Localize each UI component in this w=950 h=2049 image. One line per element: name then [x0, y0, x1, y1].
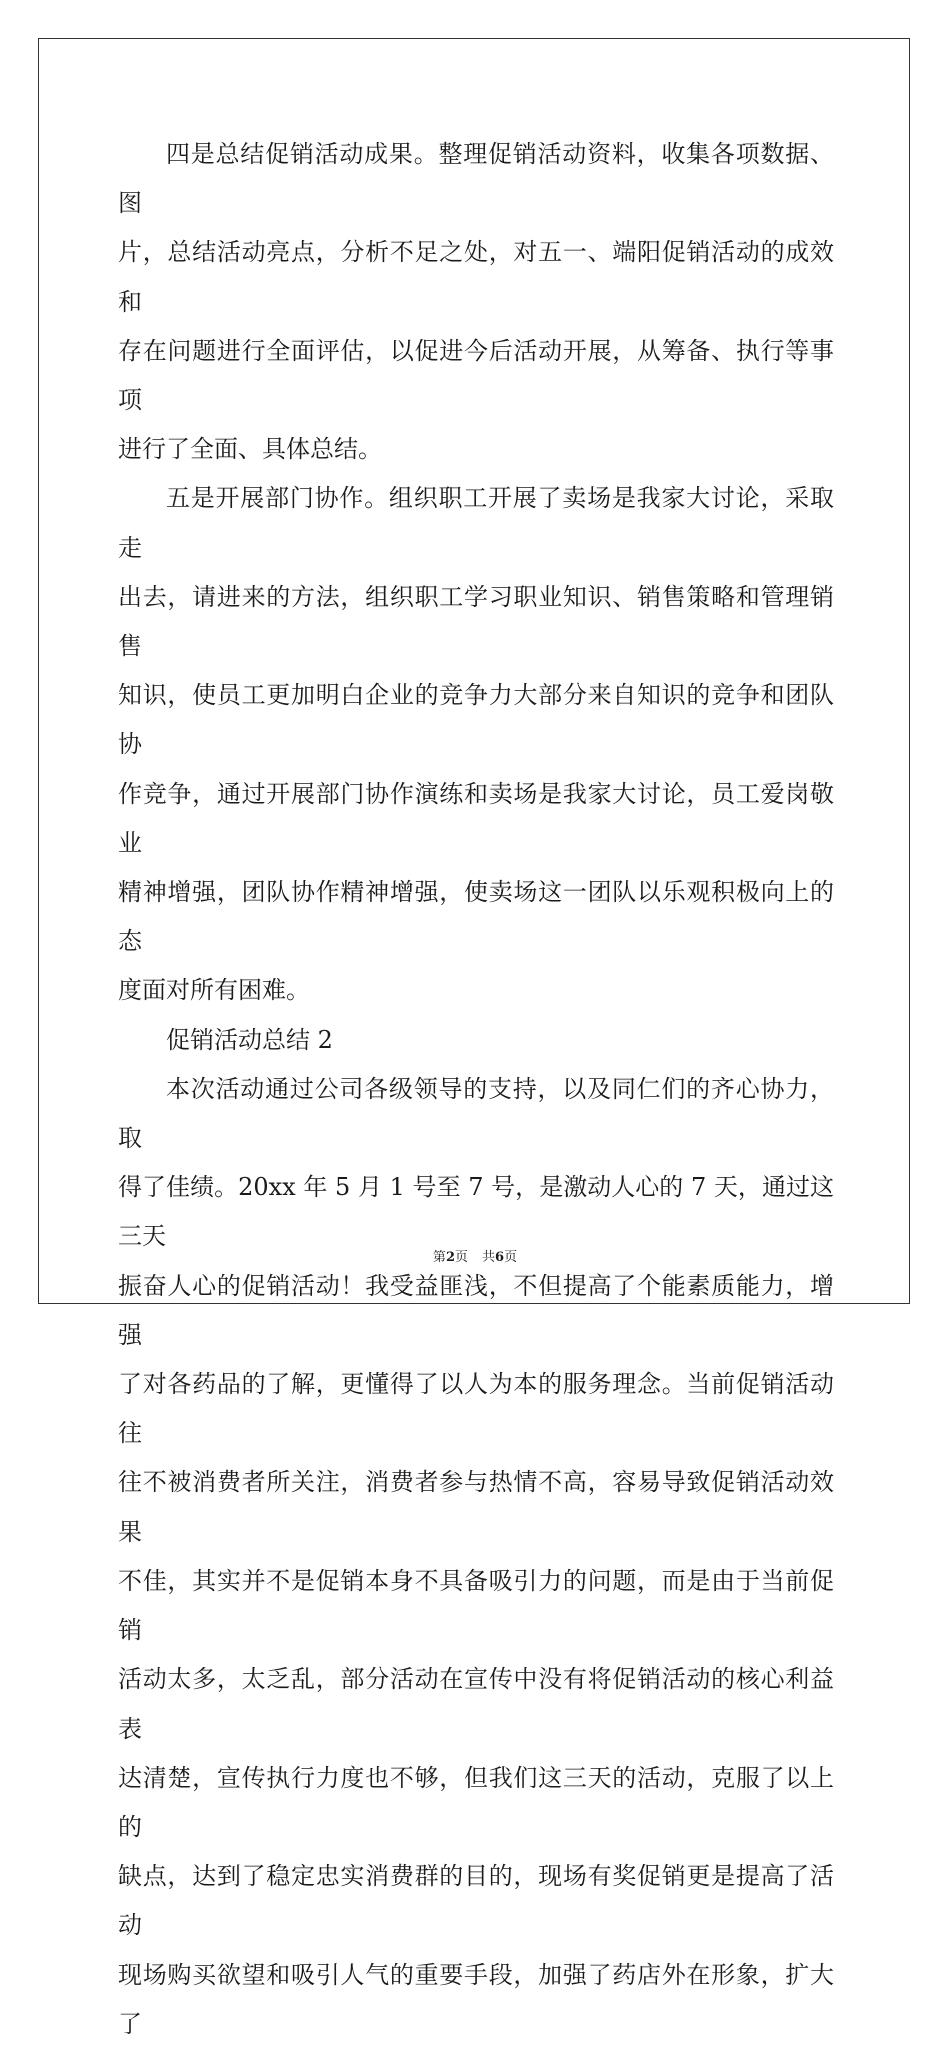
section-heading: 促销活动总结 2	[166, 1025, 333, 1054]
document-body	[118, 130, 834, 2049]
paragraph-department-cooperation: 五是开展部门协作。组织职工开展了卖场是我家大讨论，采取走 出去，请进来的方法，组织职工学习职业知识、销售策略和管理销售 知识，使员工更加明白企业的竞争力大部分来自知识的竞争和团队协 作竞争，通过开展部门协作演练和卖场是我家大讨论，员工爱岗敬业 精神增强，团队协作精神增强，使卖场这一团队以乐观积极向上的态 度面对所有困难。	[118, 484, 834, 1005]
paragraph-summary-results: 四是总结促销活动成果。整理促销活动资料，收集各项数据、图 片，总结活动亮点，分析不足之处，对五一、端阳促销活动的成效和 存在问题进行全面评估，以促进今后活动开展，从筹备、执行等事项 进行了全面、具体总结。	[118, 140, 834, 464]
page-footer	[0, 1246, 950, 1265]
footer-prefix: 第	[432, 1250, 446, 1265]
footer-total-pages: 6	[495, 1250, 505, 1265]
paragraph-activity-summary-2: 本次活动通过公司各级领导的支持，以及同仁们的齐心协力，取 得了佳绩。20xx 年 5 月 1 号至 7 号，是激动人心的 7 天，通过这三天 振奋人心的促销活动！我受益匪浅，不但提高了个能素质能力，增强 了对各药品的了解，更懂得了以人为本的服务理念。当前促销活动往 往不被消费者所关注，消费者参与热情不高，容易导致促销活动效果 不佳，其实并不是促销本身不具备吸引力的问题，而是由于当前促销 活动太多，太乏乱，部分活动在宣传中没有将促销活动的核心利益表 达清楚，宣传执行力度也不够，但我们这三天的活动，克服了以上的 缺点，达到了稳定忠实消费群的目的，现场有奖促销更是提高了活动 现场购买欲望和吸引人气的重要手段，加强了药店外在形象，扩大了	[118, 1074, 834, 2038]
footer-total-prefix: 共	[482, 1250, 496, 1265]
footer-total-suffix: 页	[504, 1250, 518, 1265]
footer-page-suffix: 页	[454, 1250, 468, 1265]
footer-current-page: 2	[445, 1250, 455, 1265]
